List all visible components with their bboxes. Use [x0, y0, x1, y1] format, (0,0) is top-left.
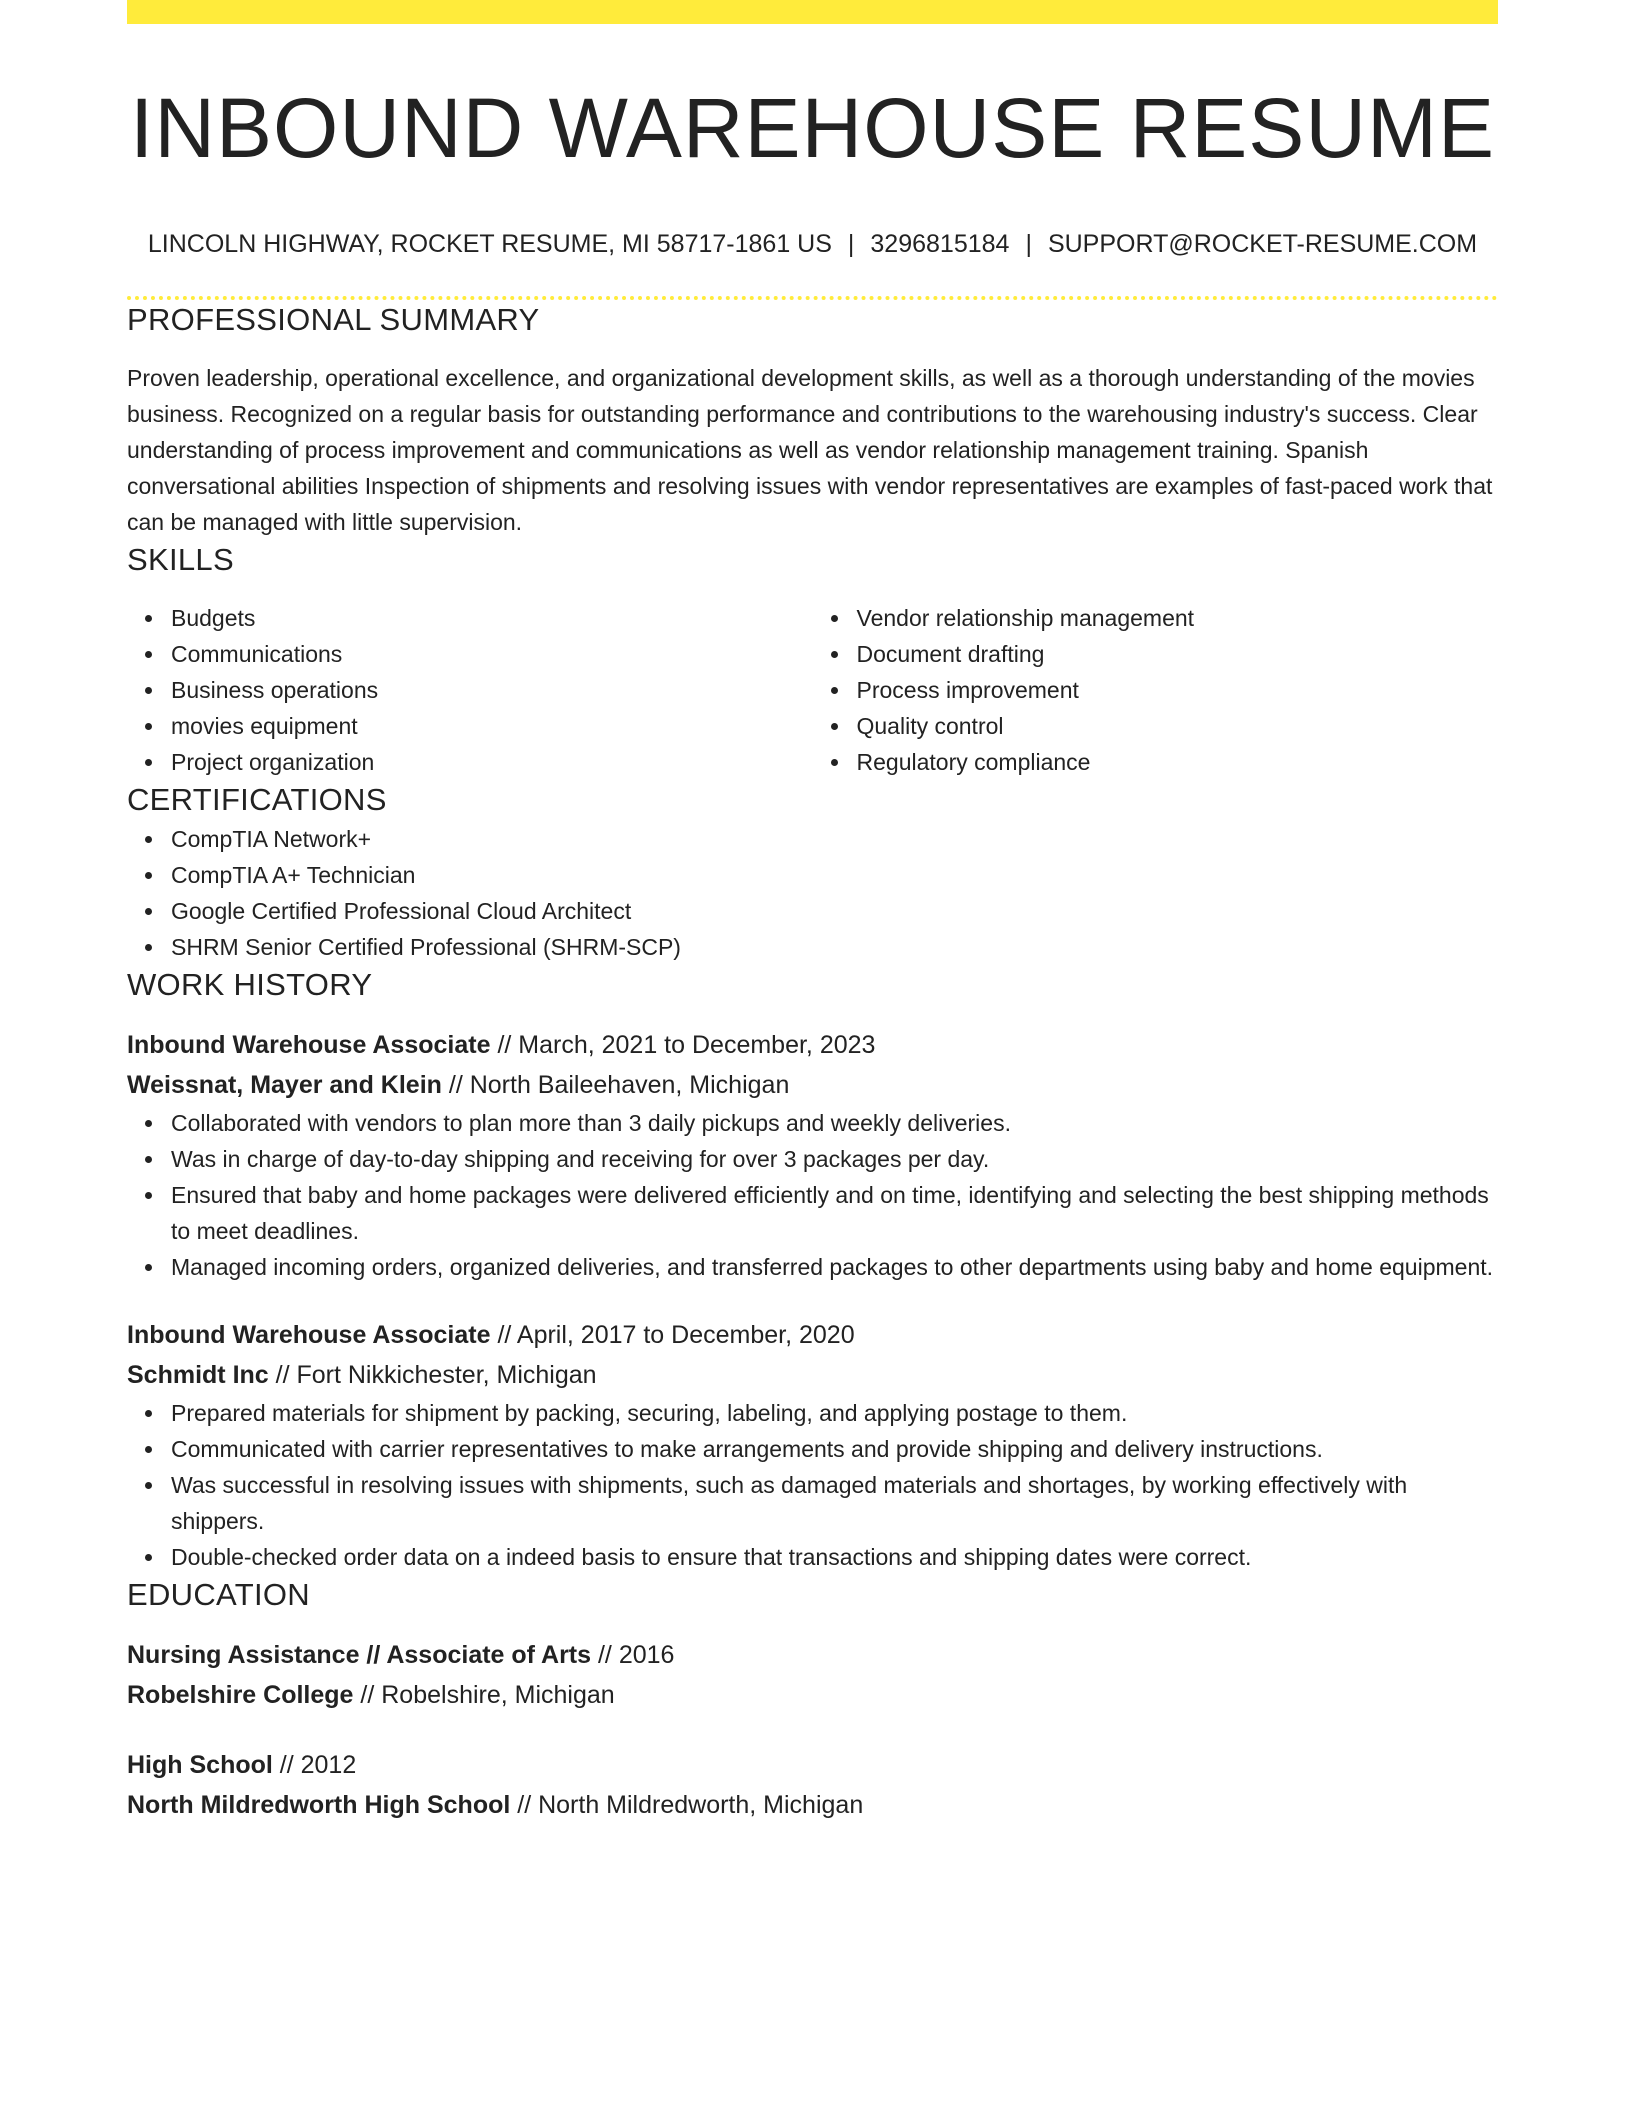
certifications-heading: CERTIFICATIONS	[127, 782, 387, 818]
skill-item: movies equipment	[171, 708, 813, 744]
job-bullet: Collaborated with vendors to plan more than 3 daily pickups and weekly deliveries.	[171, 1105, 1498, 1141]
skill-item: Vendor relationship management	[857, 600, 1499, 636]
education-degree: Nursing Assistance // Associate of Arts	[127, 1641, 592, 1670]
job-title: Inbound Warehouse Associate	[127, 1031, 491, 1060]
education-school: North Mildredworth High School	[127, 1791, 511, 1820]
job-bullet: Managed incoming orders, organized deliveries, and transferred packages to other departments using baby and home equipment.	[171, 1249, 1498, 1285]
education-year: // 2012	[279, 1751, 357, 1780]
job-company: Weissnat, Mayer and Klein	[127, 1071, 442, 1100]
certification-item: SHRM Senior Certified Professional (SHRM-SCP)	[171, 929, 1498, 965]
education-location: // Robelshire, Michigan	[360, 1681, 615, 1710]
job-bullet: Ensured that baby and home packages were delivered efficiently and on time, identifying and selecting the best shipping methods to meet deadlines.	[171, 1177, 1498, 1249]
skill-item: Budgets	[171, 600, 813, 636]
work-history-heading: WORK HISTORY	[127, 966, 373, 1002]
job-bullet: Was successful in resolving issues with shipments, such as damaged materials and shortages, by working effectively with shippers.	[171, 1467, 1498, 1539]
skill-item: Quality control	[857, 708, 1499, 744]
job-dates: // April, 2017 to December, 2020	[497, 1321, 855, 1350]
job-bullet: Was in charge of day-to-day shipping and receiving for over 3 packages per day.	[171, 1141, 1498, 1177]
job-title: Inbound Warehouse Associate	[127, 1321, 491, 1350]
skill-item: Document drafting	[857, 636, 1499, 672]
job-title-line	[127, 1025, 1498, 1065]
skill-item: Communications	[171, 636, 813, 672]
contact-email: SUPPORT@ROCKET-RESUME.COM	[1047, 230, 1478, 259]
skill-item: Process improvement	[857, 672, 1499, 708]
job-location: // North Baileehaven, Michigan	[448, 1071, 790, 1100]
education-school-line	[127, 1785, 1498, 1825]
education-degree: High School	[127, 1751, 273, 1780]
summary-heading: PROFESSIONAL SUMMARY	[127, 301, 540, 337]
job-bullet: Communicated with carrier representatives to make arrangements and provide shipping and delivery instructions.	[171, 1431, 1498, 1467]
education-degree-line	[127, 1635, 1498, 1675]
summary-text: Proven leadership, operational excellence, and organizational development skills, as well as a thorough understanding of the movies business. Recognized on a regular basis for outstanding performance and contributions to the warehousing industry's success. Clear understanding of process improvement and communications as well as vendor relationship management training. Spanish conversational abilities Inspection of shipments and resolving issues with vendor representatives are examples of fast-paced work that can be managed with little supervision.	[127, 365, 1493, 536]
resume-title: INBOUND WAREHOUSE RESUME	[129, 81, 1495, 175]
contact-address: LINCOLN HIGHWAY, ROCKET RESUME, MI 58717-1861 US	[147, 230, 832, 259]
education-degree-line	[127, 1745, 1498, 1785]
skills-list-left	[127, 600, 813, 780]
skill-item: Regulatory compliance	[857, 744, 1499, 780]
skill-item: Project organization	[171, 744, 813, 780]
contact-separator: |	[847, 230, 855, 259]
skills-heading: SKILLS	[127, 542, 234, 578]
contact-phone: 3296815184	[870, 230, 1010, 259]
certifications-list	[127, 821, 1498, 965]
resume-page	[127, 0, 1498, 1825]
certification-item: CompTIA Network+	[171, 821, 1498, 857]
education-location: // North Mildredworth, Michigan	[517, 1791, 864, 1820]
job-dates: // March, 2021 to December, 2023	[497, 1031, 876, 1060]
education-school: Robelshire College	[127, 1681, 354, 1710]
job-title-line	[127, 1315, 1498, 1355]
education-year: // 2016	[597, 1641, 675, 1670]
skills-grid	[127, 600, 1498, 780]
contact-line	[127, 228, 1498, 261]
contact-separator: |	[1025, 230, 1032, 259]
job-company-line	[127, 1065, 1498, 1105]
accent-top-bar	[127, 0, 1498, 24]
certification-item: CompTIA A+ Technician	[171, 857, 1498, 893]
job-bullet: Prepared materials for shipment by packing, securing, labeling, and applying postage to them.	[171, 1395, 1498, 1431]
job-bullets	[127, 1395, 1498, 1575]
skills-list-right	[813, 600, 1499, 780]
job-location: // Fort Nikkichester, Michigan	[275, 1361, 597, 1390]
education-school-line	[127, 1675, 1498, 1715]
education-heading: EDUCATION	[127, 1577, 310, 1613]
job-company: Schmidt Inc	[127, 1361, 269, 1390]
certification-item: Google Certified Professional Cloud Architect	[171, 893, 1498, 929]
job-company-line	[127, 1355, 1498, 1395]
skill-item: Business operations	[171, 672, 813, 708]
job-bullets	[127, 1105, 1498, 1285]
job-bullet: Double-checked order data on a indeed basis to ensure that transactions and shipping dates were correct.	[171, 1539, 1498, 1575]
